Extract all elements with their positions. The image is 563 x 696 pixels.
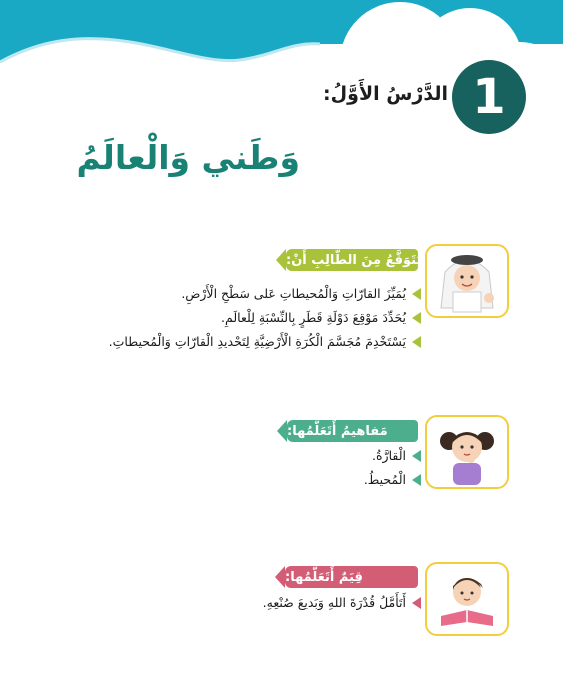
bullet-triangle-icon: [412, 312, 421, 324]
bullet-triangle-icon: [412, 288, 421, 300]
values-header: قِيَمٌ أَتَعَلَّمُها:: [285, 566, 418, 588]
lesson-label: الدَّرْسُ الأَوَّلُ:: [323, 83, 448, 105]
bullet-triangle-icon: [412, 336, 421, 348]
bullet-triangle-icon: [412, 474, 421, 486]
reading-boy-icon: [427, 564, 507, 634]
girl-avatar: [425, 415, 509, 489]
list-item: [221, 310, 421, 325]
bullet-triangle-icon: [412, 597, 421, 609]
boy-in-ghutra-icon: [427, 246, 507, 316]
concept-text: الْمُحيطُ.: [363, 472, 406, 487]
thinking-girl-icon: [427, 417, 507, 487]
list-item: [364, 472, 421, 487]
list-item: [181, 286, 421, 301]
concept-text: الْقارَّةُ.: [372, 448, 406, 463]
list-item: [263, 595, 421, 610]
bullet-triangle-icon: [412, 450, 421, 462]
objective-text: يُحَدِّدَ مَوْقِعَ دَوْلَةِ قَطَرٍ بِالنِّسْبَةِ لِلْعالَمِ.: [221, 310, 406, 325]
objective-text: يَسْتَخْدِمَ مُجَسَّمَ الْكُرَةِ الْأَرْضِيَّةِ لِتَحْديدِ الْقارّاتِ وَالْمُحيطاتِ.: [108, 334, 406, 349]
concepts-header: مَفاهيمُ أَتَعَلَّمُها:: [287, 420, 418, 442]
boy-avatar: [425, 244, 509, 318]
value-text: أَتَأَمَّلُ قُدْرَةَ اللهِ وَبَديعَ صُنْعِهِ.: [262, 595, 406, 610]
reading-boy-avatar: [425, 562, 509, 636]
list-item: [109, 334, 421, 349]
list-item: [372, 448, 421, 463]
objective-text: يُمَيِّزَ القارّاتِ وَالْمُحيطاتِ عَلى سَطْحِ الْأَرْضِ.: [181, 286, 406, 301]
lesson-number-badge: 1: [452, 60, 526, 134]
page-title: وَطَني وَالْعالَمُ: [76, 138, 300, 177]
objectives-header: يُتَوَقَّعُ مِنَ الطّالِبِ أَنْ:: [286, 249, 418, 271]
